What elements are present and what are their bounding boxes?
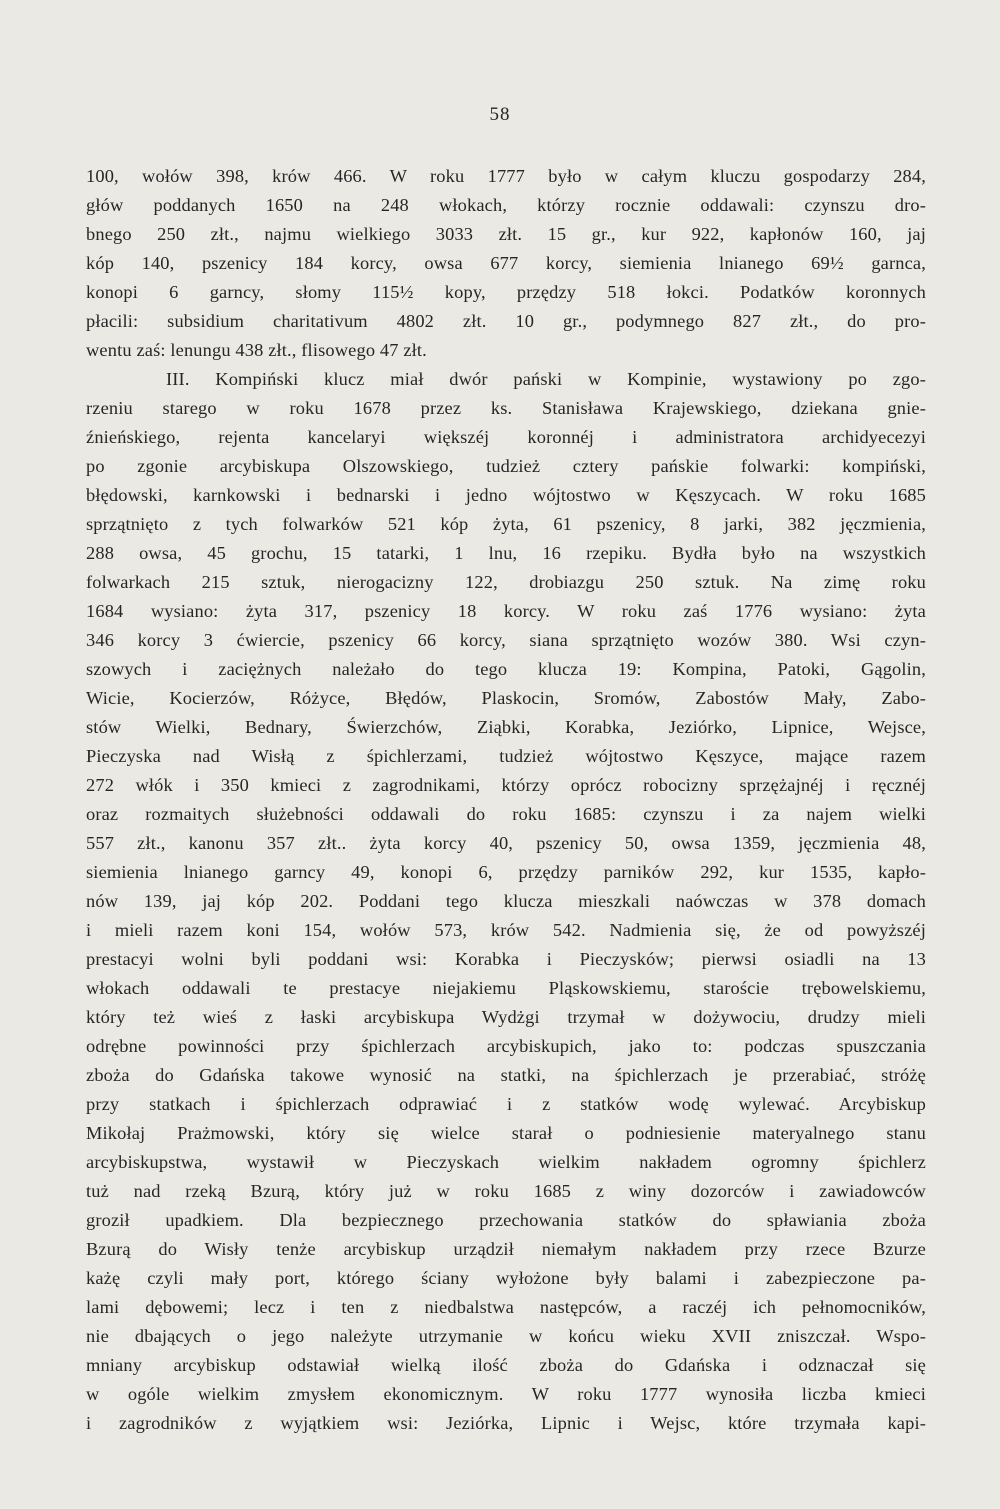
text-line: folwarkach 215 sztuk, nierogacizny 122, drobiazgu 250 sztuk. Na zimę roku [86,572,926,592]
body-text [86,162,926,1438]
text-line: i mieli razem koni 154, wołów 573, krów 542. Nadmienia się, że od powyższéj [86,920,926,940]
text-line: bnego 250 złt., najmu wielkiego 3033 złt. 15 gr., kur 922, kapłonów 160, jaj [86,224,926,244]
text-line: w ogóle wielkim zmysłem ekonomicznym. W roku 1777 wynosiła liczba kmieci [86,1384,926,1404]
text-line: 557 złt., kanonu 357 złt.. żyta korcy 40, pszenicy 50, owsa 1359, jęczmienia 48, [86,833,926,853]
text-line: po zgonie arcybiskupa Olszowskiego, tudzież cztery pańskie folwarki: kompiński, [86,456,926,476]
text-line: 288 owsa, 45 grochu, 15 tatarki, 1 lnu, 16 rzepiku. Bydła było na wszystkich [86,543,926,563]
text-line: każę czyli mały port, którego ściany wyłożone były balami i zabezpieczone pa- [86,1268,926,1288]
text-line: który też wieś z łaski arcybiskupa Wydżgi trzymał w dożywociu, drudzy mieli [86,1007,926,1027]
section-heading-line: III. Kompiński klucz miał dwór pański w Kompinie, wystawiony po zgo- [166,369,926,389]
text-line: rzeniu starego w roku 1678 przez ks. Stanisława Krajewskiego, dziekana gnie- [86,398,926,418]
text-line: oraz rozmaitych służebności oddawali do roku 1685: czynszu i za najem wielki [86,804,926,824]
text-line: źnieńskiego, rejenta kancelaryi większéj koronnéj i administratora archidyecezyi [86,427,926,447]
text-line: prestacyi wolni byli poddani wsi: Korabka i Pieczysków; pierwsi osiadli na 13 [86,949,926,969]
text-line: Bzurą do Wisły tenże arcybiskup urządził niemałym nakładem przy rzece Bzurze [86,1239,926,1259]
text-line: Pieczyska nad Wisłą z śpichlerzami, tudzież wójtostwo Kęszyce, mające razem [86,746,926,766]
text-line: lami dębowemi; lecz i ten z niedbalstwa następców, a raczéj ich pełnomocników, [86,1297,926,1317]
text-line: 272 włók i 350 kmieci z zagrodnikami, którzy oprócz robocizny sprzężajnéj i ręcznéj [86,775,926,795]
text-line: tuż nad rzeką Bzurą, który już w roku 1685 z winy dozorców i zawiadowców [86,1181,926,1201]
text-line: sprzątnięto z tych folwarków 521 kóp żyta, 61 pszenicy, 8 jarki, 382 jęczmienia, [86,514,926,534]
text-line: 100, wołów 398, krów 466. W roku 1777 było w całym kluczu gospodarzy 284, [86,166,926,186]
text-line: nie dbających o jego należyte utrzymanie w końcu wieku XVII zniszczał. Wspo- [86,1326,926,1346]
text-line: 1684 wysiano: żyta 317, pszenicy 18 korcy. W roku zaś 1776 wysiano: żyta [86,601,926,621]
text-line: stów Wielki, Bednary, Świerzchów, Ziąbki, Korabka, Jeziórko, Lipnice, Wejsce, [86,717,926,737]
text-line: nów 139, jaj kóp 202. Poddani tego klucza mieszkali naówczas w 378 domach [86,891,926,911]
text-line: wentu zaś: lenungu 438 złt., flisowego 47 złt. [86,340,427,360]
text-line: odrębne powinności przy śpichlerzach arcybiskupich, jako to: podczas spuszczania [86,1036,926,1056]
text-line: głów poddanych 1650 na 248 włokach, którzy rocznie oddawali: czynszu dro- [86,195,926,215]
page-number: 58 [489,104,511,125]
text-line: 346 korcy 3 ćwiercie, pszenicy 66 korcy, siana sprzątnięto wozów 380. Wsi czyn- [86,630,926,650]
text-line: błędowski, karnkowski i bednarski i jedno wójtostwo w Kęszycach. W roku 1685 [86,485,926,505]
text-line: Mikołaj Prażmowski, który się wielce starał o podniesienie materyalnego stanu [86,1123,926,1143]
text-line: siemienia lnianego garncy 49, konopi 6, przędzy parników 292, kur 1535, kapło- [86,862,926,882]
text-line: włokach oddawali te prestacye niejakiemu Pląskowskiemu, staroście trębowelskiemu, [86,978,926,998]
text-line: konopi 6 garncy, słomy 115½ kopy, przędzy 518 łokci. Podatków koronnych [86,282,926,302]
text-line: groził upadkiem. Dla bezpiecznego przechowania statków do spławiania zboża [86,1210,926,1230]
text-line: kóp 140, pszenicy 184 korcy, owsa 677 korcy, siemienia lnianego 69½ garnca, [86,253,926,273]
text-line: szowych i zaciężnych należało do tego klucza 19: Kompina, Patoki, Gągolin, [86,659,926,679]
text-line: Wicie, Kocierzów, Różyce, Błędów, Plaskocin, Sromów, Zabostów Mały, Zabo- [86,688,926,708]
text-line: arcybiskupstwa, wystawił w Pieczyskach wielkim nakładem ogromny śpichlerz [86,1152,926,1172]
text-line: przy statkach i śpichlerzach odprawiać i z statków wodę wylewać. Arcybiskup [86,1094,926,1114]
text-line: i zagrodników z wyjątkiem wsi: Jeziórka, Lipnic i Wejsc, które trzymała kapi- [86,1413,926,1433]
text-line: płacili: subsidium charitativum 4802 złt. 10 gr., podymnego 827 złt., do pro- [86,311,926,331]
text-line: mniany arcybiskup odstawiał wielką ilość zboża do Gdańska i odznaczał się [86,1355,926,1375]
text-line: zboża do Gdańska takowe wynosić na statki, na śpichlerzach je przerabiać, stróżę [86,1065,926,1085]
